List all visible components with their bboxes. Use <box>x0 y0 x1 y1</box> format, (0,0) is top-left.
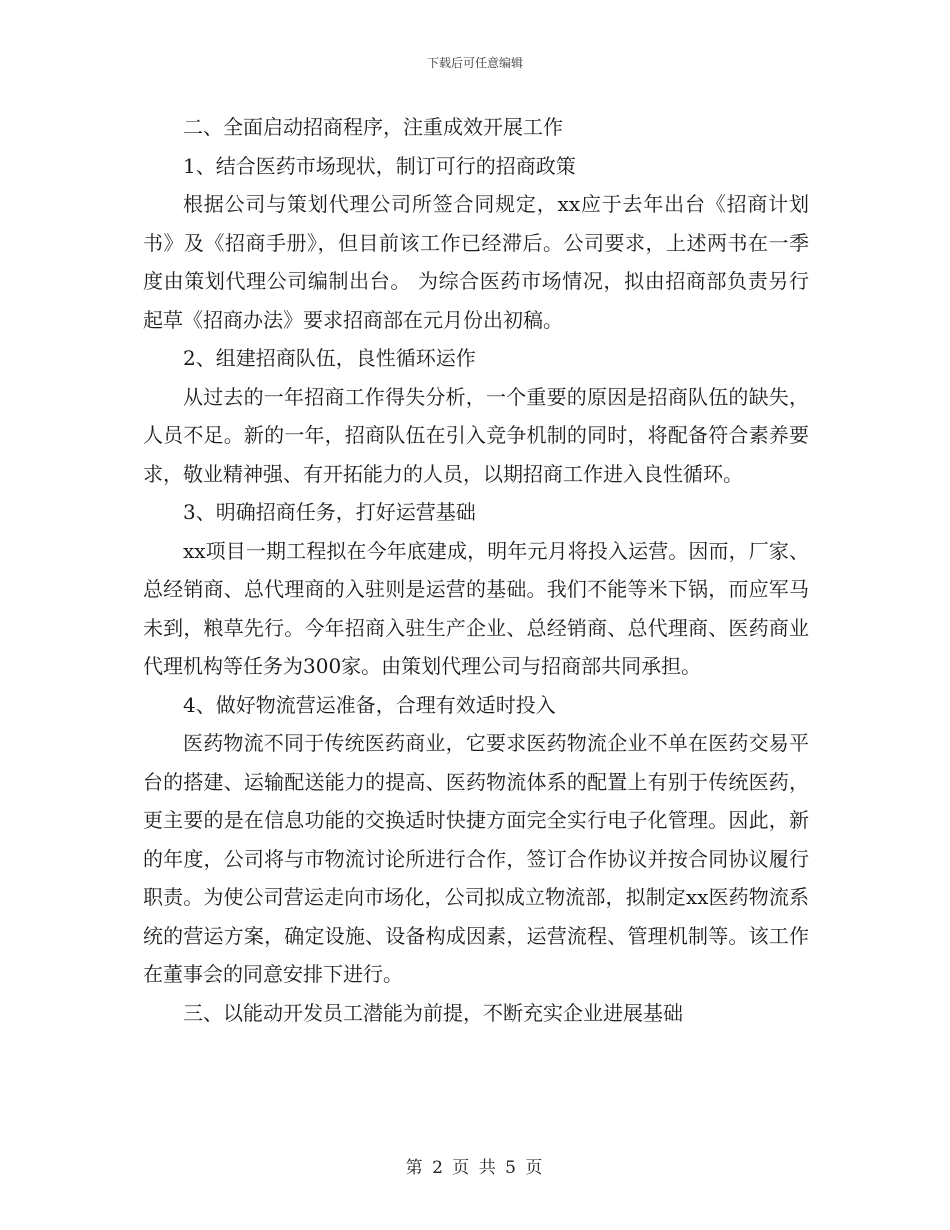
subsection-heading: 4、做好物流营运准备，合理有效适时投入 <box>183 692 556 717</box>
subsection-heading: 3、明确招商任务，打好运营基础 <box>183 500 476 524</box>
subsection-heading: 2、组建招商队伍，良性循环运作 <box>183 346 476 370</box>
section-heading: 三、以能动开发员工潜能为前提，不断充实企业进展基础 <box>183 1000 683 1025</box>
subsection-heading: 1、结合医药市场现状，制订可行的招商政策 <box>183 153 576 178</box>
page-header-note: 下载后可任意编辑 <box>426 56 523 70</box>
page-number: 第 2 页 共 5 页 <box>405 1158 545 1178</box>
document-body <box>143 108 809 1032</box>
body-paragraph: xx项目一期工程拟在今年底建成，明年元月将投入运营。因而，厂家、总经销商、总代理商的入驻则是运营的基础。我们不能等米下锅，而应军马未到，粮草先行。今年招商入驻生产企业、总经销商、总代理商、医药商业代理机构等任务为300家。由策划代理公司与招商部共同承担。 <box>143 538 809 678</box>
body-paragraph: 医药物流不同于传统医药商业，它要求医药物流企业不单在医药交易平台的搭建、运输配送能力的提高、医药物流体系的配置上有别于传统医药，更主要的是在信息功能的交换适时快捷方面完全实行电子化管理。因此，新的年度，公司将与市物流讨论所进行合作，签订合作协议并按合同协议履行职责。为使公司营运走向市场化，公司拟成立物流部，拟制定xx医药物流系统的营运方案，确定设施、设备构成因素，运营流程、管理机制等。该工作在董事会的同意安排下进行。 <box>143 731 809 986</box>
body-paragraph: 根据公司与策划代理公司所签合同规定，xx应于去年出台《招商计划书》及《招商手册》，但目前该工作已经滞后。公司要求，上述两书在一季度由策划代理公司编制出台。 为综合医药市场情况，拟由招商部负责另行起草《招商办法》要求招商部在元月份出初稿。 <box>143 192 809 332</box>
body-paragraph: 从过去的一年招商工作得失分析，一个重要的原因是招商队伍的缺失，人员不足。新的一年，招商队伍在引入竞争机制的同时，将配备符合素养要求，敬业精神强、有开拓能力的人员，以期招商工作进入良性循环。 <box>143 384 809 486</box>
section-heading: 二、全面启动招商程序，注重成效开展工作 <box>183 115 563 139</box>
